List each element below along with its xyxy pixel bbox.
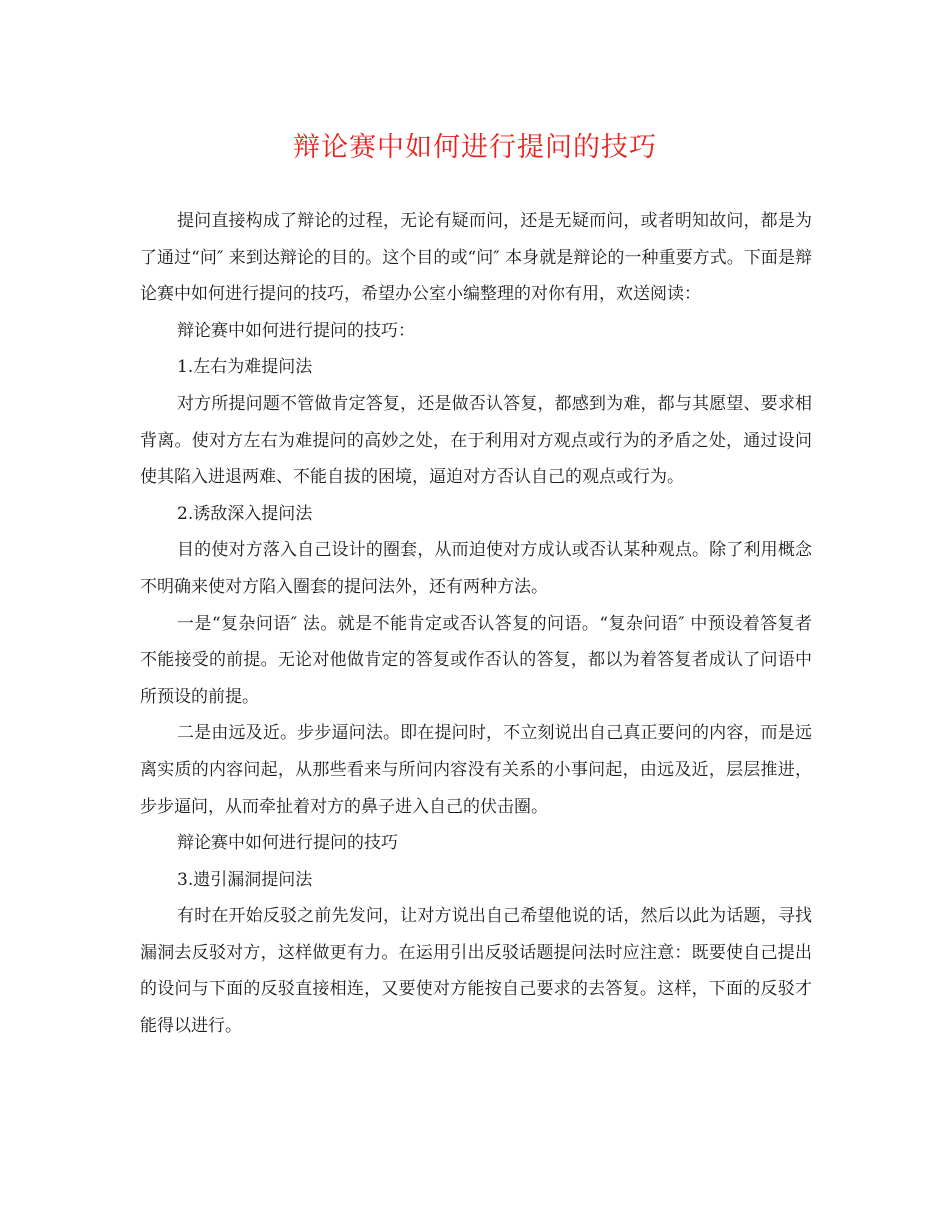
section-heading-3: 3.遗引漏洞提问法 [177,869,313,890]
section-heading-1: 1.左右为难提问法 [177,357,313,378]
paragraph-section-1: 对方所提问题不管做肯定答复，还是做否认答复，都感到为难，都与其愿望、要求相背离。使对方左右为难提问的高妙之处，在于利用对方观点或行为的矛盾之处，通过设问使其陷入进退两难、不能自拔的困境，逼迫对方否认自己的观点或行为。 [140,393,812,488]
paragraph-intro: 提问直接构成了辩论的过程，无论有疑而问，还是无疑而问，或者明知故问，都是为了通过“问″ 来到达辩论的目的。这个目的或“问″ 本身就是辩论的一种重要方式。下面是辩论赛中如何进行提问的技巧，希望办公室小编整理的对你有用，欢送阅读： [140,211,812,305]
paragraph-method-2: 二是由远及近。步步逼问法。即在提问时，不立刻说出自己真正要问的内容，而是远离实质的内容问起，从那些看来与所问内容没有关系的小事问起，由远及近，层层推进，步步逼问，从而牵扯着对方的鼻子进入自己的伏击圈。 [140,723,812,817]
paragraph-section-2: 目的使对方落入自己设计的圈套，从而迫使对方成认或否认某种观点。除了利用概念不明确来使对方陷入圈套的提问法外，还有两种方法。 [140,540,812,597]
section-heading-2: 2.诱敌深入提问法 [177,503,313,524]
document-title: 辩论赛中如何进行提问的技巧 [293,132,657,163]
paragraph-repeat-title: 辩论赛中如何进行提问的技巧 [177,833,398,854]
paragraph-section-3: 有时在开始反驳之前先发问，让对方说出自己希望他说的话，然后以此为话题，寻找漏洞去反驳对方，这样做更有力。在运用引出反驳话题提问法时应注意：既要使自己提出的设问与下面的反驳直接相连，又要使对方能按自己要求的去答复。这样，下面的反驳才能得以进行。 [140,906,812,1037]
document-body [140,203,812,1045]
paragraph-method-1: 一是“复杂问语″ 法。就是不能肯定或否认答复的问语。“复杂问语″ 中预设着答复者不能接受的前提。无论对他做肯定的答复或作否认的答复，都以为着答复者成认了问语中所预设的前提。 [140,613,812,707]
paragraph-subheading: 辩论赛中如何进行提问的技巧： [177,320,415,341]
